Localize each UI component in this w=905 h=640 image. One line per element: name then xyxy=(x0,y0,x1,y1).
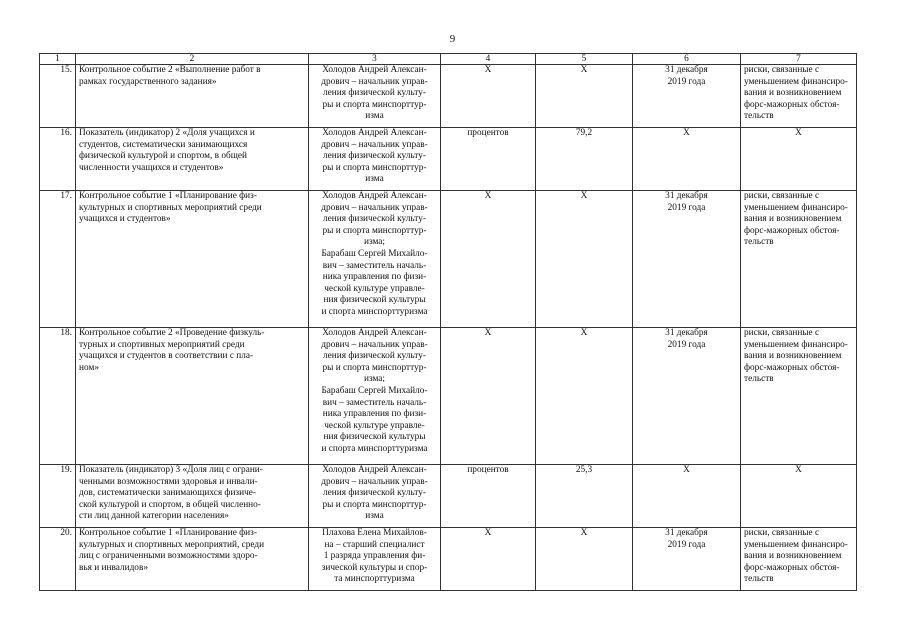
description-cell xyxy=(76,328,309,465)
row-number-cell xyxy=(40,65,76,128)
table-row xyxy=(40,528,857,591)
value-cell xyxy=(536,528,633,591)
column-header: 1 xyxy=(40,54,76,65)
responsible-person: Плахова Елена Михайлов- на – старший специалист 1 разряда управления фи- зической культуры и спор- та минспорттуризма xyxy=(321,528,428,585)
description-cell xyxy=(76,128,309,191)
description-cell-text: Контрольное событие 1 «Планирование физ- культурных и спортивных мероприятий среди учащихся и студентов» xyxy=(79,191,262,225)
responsible-person: Барабаш Сергей Михайло- вич – заместитель началь- ника управления по физи- ческой культуре управле- ния физической культуры и спорта минспорттуризма xyxy=(321,385,428,454)
column-header: 3 xyxy=(309,54,441,65)
row-number-cell-text: 16. xyxy=(60,128,72,138)
risks-cell-text: Х xyxy=(795,128,802,138)
unit-cell-text: процентов xyxy=(467,465,509,475)
value-cell xyxy=(536,65,633,128)
description-cell xyxy=(76,465,309,528)
responsible-person: Барабаш Сергей Михайло- вич – заместитель началь- ника управления по физи- ческой культуре управле- ния физической культуры и спорта минспорттуризма xyxy=(321,248,428,317)
value-cell-text: 25,3 xyxy=(575,465,593,475)
column-number-row xyxy=(40,54,857,65)
date-cell xyxy=(633,328,741,465)
date-cell-text: 31 декабря 2019 года xyxy=(665,191,708,213)
description-cell-text: Контрольное событие 2 «Проведение физкуль- турных и спортивных мероприятий среди учащихся и студентов в соответствии с пла- ном» xyxy=(79,328,265,373)
responsible-cell xyxy=(309,528,441,591)
responsible-person: Холодов Андрей Алексан- дрович – начальник управ- ления физической культу- ры и спорта минспорттур- изма xyxy=(321,465,428,522)
date-cell-text: Х xyxy=(683,128,690,138)
column-header: 6 xyxy=(633,54,741,65)
responsible-person: Холодов Андрей Алексан- дрович – начальник управ- ления физической культу- ры и спорта минспорттур- изма xyxy=(321,65,428,122)
unit-cell xyxy=(441,528,536,591)
date-cell-text: 31 декабря 2019 года xyxy=(665,528,708,550)
description-cell xyxy=(76,528,309,591)
risks-cell-text: Х xyxy=(795,465,802,475)
date-cell xyxy=(633,191,741,328)
risks-cell xyxy=(741,65,857,128)
column-header: 4 xyxy=(441,54,536,65)
responsible-person: Холодов Андрей Алексан- дрович – начальник управ- ления физической культу- ры и спорта минспорттур- изма; xyxy=(321,191,428,248)
value-cell-text: Х xyxy=(580,65,588,75)
date-cell-text: Х xyxy=(683,465,690,475)
unit-cell-text: Х xyxy=(484,328,492,338)
value-cell-text: Х xyxy=(580,328,588,338)
row-number-cell xyxy=(40,191,76,328)
implementation-plan-table xyxy=(39,53,857,591)
row-number-cell xyxy=(40,465,76,528)
date-cell-text: 31 декабря 2019 года xyxy=(665,65,708,87)
responsible-person: Холодов Андрей Алексан- дрович – начальник управ- ления физической культу- ры и спорта минспорттур- изма; xyxy=(321,328,428,385)
value-cell-text: Х xyxy=(580,191,588,201)
date-cell xyxy=(633,528,741,591)
risks-cell xyxy=(741,528,857,591)
date-cell xyxy=(633,465,741,528)
unit-cell-text: Х xyxy=(484,65,492,75)
risks-cell-text: риски, связанные с уменьшением финансиро- вания и возникновением форс-мажорных обстоя- тельств xyxy=(744,65,848,122)
date-cell xyxy=(633,65,741,128)
value-cell xyxy=(536,328,633,465)
risks-cell xyxy=(741,328,857,465)
table-row xyxy=(40,328,857,465)
value-cell-text: 79,2 xyxy=(575,128,593,138)
responsible-cell xyxy=(309,65,441,128)
description-cell xyxy=(76,65,309,128)
description-cell-text: Показатель (индикатор) 3 «Доля лиц с ограни- ченными возможностями здоровья и инвали- дов, систематически занимающихся физиче- ской культурой и спортом, в общей численно- сти лиц данной категории населения» xyxy=(79,465,263,522)
column-header: 5 xyxy=(536,54,633,65)
risks-cell-text: риски, связанные с уменьшением финансиро- вания и возникновением форс-мажорных обстоя- тельств xyxy=(744,528,848,585)
table-row xyxy=(40,65,857,128)
unit-cell-text: Х xyxy=(484,528,492,538)
row-number-cell xyxy=(40,528,76,591)
date-cell-text: 31 декабря 2019 года xyxy=(665,328,708,350)
unit-cell-text: Х xyxy=(484,191,492,201)
row-number-cell xyxy=(40,328,76,465)
description-cell-text: Контрольное событие 1 «Планирование физ- культурных и спортивных мероприятий, среди лиц с ограниченными возможностями здоро- вья и инвалидов» xyxy=(79,528,265,573)
page-number: 9 xyxy=(449,33,456,45)
date-cell xyxy=(633,128,741,191)
unit-cell-text: процентов xyxy=(467,128,509,138)
description-cell-text: Показатель (индикатор) 2 «Доля учащихся и студентов, систематически занимающихся физической культурой и спортом, в общей численности учащихся и студентов» xyxy=(79,128,255,173)
row-number-cell-text: 15. xyxy=(60,65,72,75)
unit-cell xyxy=(441,328,536,465)
value-cell-text: Х xyxy=(580,528,588,538)
unit-cell xyxy=(441,128,536,191)
table-row xyxy=(40,191,857,328)
row-number-cell-text: 18. xyxy=(60,328,72,338)
row-number-cell-text: 20. xyxy=(60,528,72,538)
unit-cell xyxy=(441,191,536,328)
value-cell xyxy=(536,191,633,328)
risks-cell xyxy=(741,191,857,328)
risks-cell-text: риски, связанные с уменьшением финансиро- вания и возникновением форс-мажорных обстоя- тельств xyxy=(744,191,848,248)
responsible-cell xyxy=(309,465,441,528)
row-number-cell-text: 19. xyxy=(60,465,72,475)
unit-cell xyxy=(441,465,536,528)
responsible-cell xyxy=(309,191,441,328)
risks-cell-text: риски, связанные с уменьшением финансиро- вания и возникновением форс-мажорных обстоя- тельств xyxy=(744,328,848,385)
responsible-cell xyxy=(309,328,441,465)
row-number-cell-text: 17. xyxy=(60,191,72,201)
risks-cell xyxy=(741,465,857,528)
row-number-cell xyxy=(40,128,76,191)
unit-cell xyxy=(441,65,536,128)
column-header: 7 xyxy=(741,54,857,65)
table-row xyxy=(40,465,857,528)
responsible-person: Холодов Андрей Алексан- дрович – начальник управ- ления физической культу- ры и спорта минспорттур- изма xyxy=(321,128,428,185)
risks-cell xyxy=(741,128,857,191)
table-row xyxy=(40,128,857,191)
value-cell xyxy=(536,465,633,528)
description-cell-text: Контрольное событие 2 «Выполнение работ в рамках государственного задания» xyxy=(79,65,261,87)
responsible-cell xyxy=(309,128,441,191)
value-cell xyxy=(536,128,633,191)
column-header: 2 xyxy=(76,54,309,65)
description-cell xyxy=(76,191,309,328)
